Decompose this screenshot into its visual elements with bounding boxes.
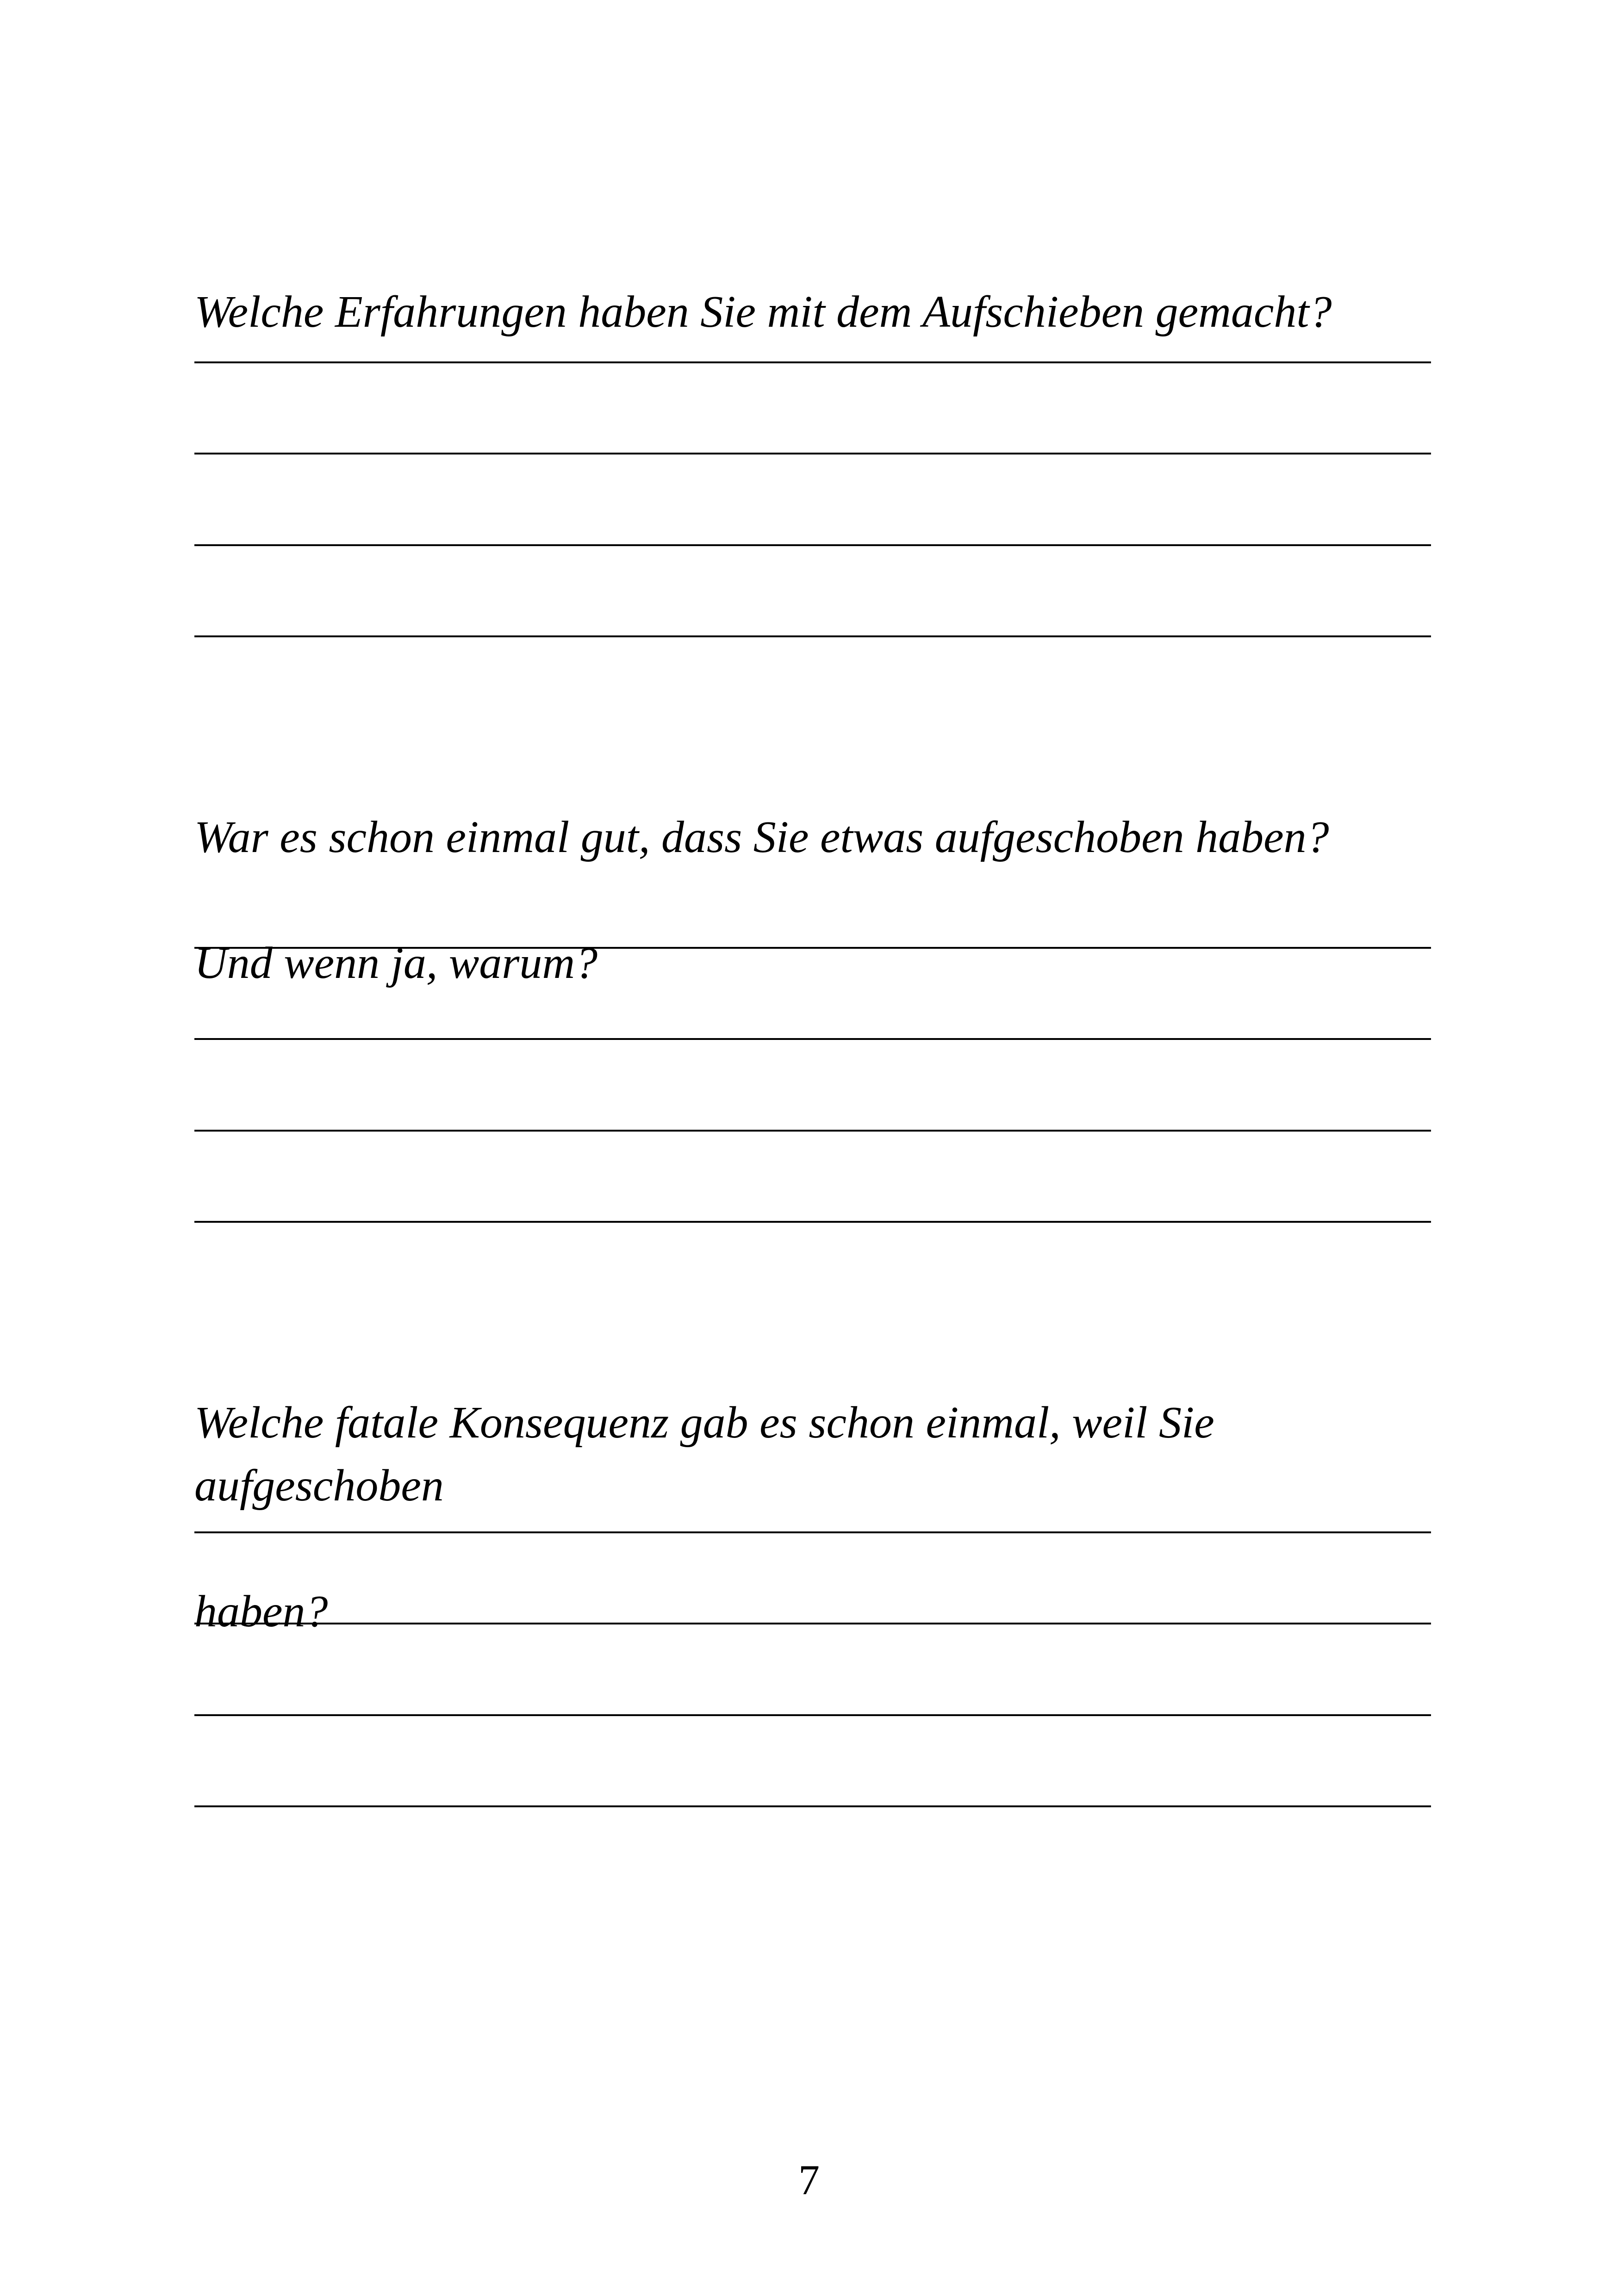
question-2-line-2: Und wenn ja, warum? [194, 938, 598, 988]
answer-line-2-1[interactable] [194, 947, 1431, 949]
answer-line-1-2[interactable] [194, 453, 1431, 454]
question-3-line-1: Welche fatale Konsequenz gab es schon einmal, weil Sie aufgeschoben [194, 1398, 1214, 1511]
answer-line-3-1[interactable] [194, 1531, 1431, 1533]
answer-line-2-2[interactable] [194, 1038, 1431, 1040]
question-3 [194, 1328, 1444, 1706]
question-2 [194, 743, 1444, 1058]
page-number: 7 [798, 2156, 820, 2203]
answer-line-1-4[interactable] [194, 635, 1431, 637]
question-1-text: Welche Erfahrungen haben Sie mit dem Aufschieben gemacht? [194, 287, 1332, 337]
answer-line-3-4[interactable] [194, 1805, 1431, 1807]
question-1 [194, 218, 1444, 343]
answer-line-2-4[interactable] [194, 1221, 1431, 1223]
answer-line-3-2[interactable] [194, 1623, 1431, 1624]
answer-line-1-3[interactable] [194, 544, 1431, 546]
question-3-line-2: haben? [194, 1587, 328, 1636]
question-2-line-1: War es schon einmal gut, dass Sie etwas aufgeschoben haben? [194, 812, 1329, 862]
answer-line-3-3[interactable] [194, 1714, 1431, 1716]
answer-line-2-3[interactable] [194, 1130, 1431, 1132]
answer-line-1-1[interactable] [194, 361, 1431, 363]
